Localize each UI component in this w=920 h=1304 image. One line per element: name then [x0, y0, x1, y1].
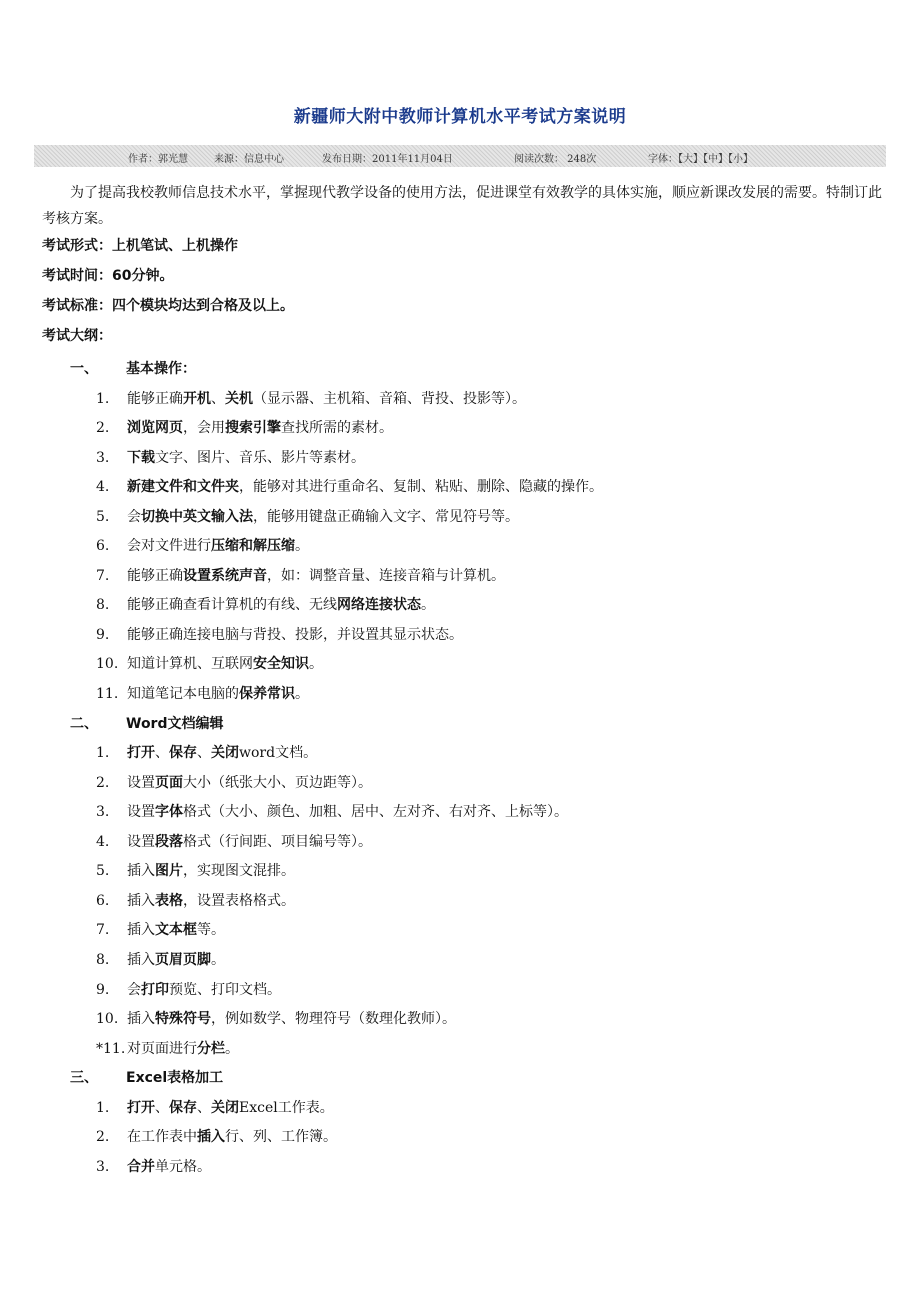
list-item: [96, 1009, 456, 1029]
article-meta-bar: [34, 145, 886, 167]
item-number: 5.: [96, 863, 110, 879]
item-text: 、: [197, 1100, 211, 1116]
list-item: [96, 1098, 334, 1118]
item-number: 2.: [96, 420, 110, 436]
page-title: 新疆师大附中教师计算机水平考试方案说明: [293, 107, 627, 127]
item-keyword: 下载: [127, 450, 155, 466]
item-text: 能够正确连接电脑与背投、投影，并设置其显示状态。: [127, 627, 463, 643]
item-text: 插入: [127, 952, 155, 968]
item-keyword: 保存: [169, 1100, 197, 1116]
list-item: [96, 389, 526, 409]
list-item: [96, 950, 225, 970]
item-text: 文字、图片、音乐、影片等素材。: [155, 450, 365, 466]
item-keyword: 段落: [155, 834, 183, 850]
item-text: Excel工作表。: [239, 1100, 334, 1116]
item-number: 10.: [96, 656, 119, 672]
meta-author: 作者：郭光慧: [128, 154, 188, 165]
list-item: [96, 1039, 239, 1059]
item-number: 8.: [96, 597, 110, 613]
list-item: [96, 684, 309, 704]
list-item: [96, 566, 505, 586]
item-keyword: 文本框: [155, 922, 197, 938]
item-number: 10.: [96, 1011, 119, 1027]
item-text: word文档。: [239, 745, 318, 761]
list-item: [96, 507, 519, 527]
item-number: 7.: [96, 922, 110, 938]
item-keyword: 搜索引擎: [225, 420, 281, 436]
item-number: 9.: [96, 627, 110, 643]
item-number: 3.: [96, 450, 110, 466]
item-text: 查找所需的素材。: [281, 420, 393, 436]
item-number: *11.: [96, 1041, 126, 1057]
item-number: 2.: [96, 775, 110, 791]
item-text: 单元格。: [155, 1159, 211, 1175]
list-item: [96, 536, 309, 556]
item-text: 能够正确: [127, 568, 183, 584]
item-number: 9.: [96, 982, 110, 998]
item-text: 插入: [127, 863, 155, 879]
item-keyword: 图片: [155, 863, 183, 879]
list-item: [96, 654, 323, 674]
section-heading: [70, 359, 196, 379]
item-keyword: 关机: [225, 391, 253, 407]
item-text: 格式（大小、颜色、加粗、居中、左对齐、右对齐、上标等）。: [183, 804, 568, 820]
item-text: 对页面进行: [127, 1041, 197, 1057]
item-number: 2.: [96, 1129, 110, 1145]
item-text: 格式（行间距、项目编号等）。: [183, 834, 372, 850]
item-number: 6.: [96, 538, 110, 554]
list-item: [96, 595, 435, 615]
item-number: 8.: [96, 952, 110, 968]
item-text: 、: [155, 745, 169, 761]
item-number: 7.: [96, 568, 110, 584]
item-number: 1.: [96, 1100, 110, 1116]
item-text: ，能够用键盘正确输入文字、常见符号等。: [253, 509, 519, 525]
item-keyword: 页面: [155, 775, 183, 791]
item-text: 能够正确查看计算机的有线、无线: [127, 597, 337, 613]
item-text: 。: [309, 656, 323, 672]
section-number: 一、: [70, 361, 98, 377]
item-text: ，能够对其进行重命名、复制、粘贴、删除、隐藏的操作。: [239, 479, 603, 495]
item-keyword: 字体: [155, 804, 183, 820]
meta-views: 阅读次数： 248次: [514, 154, 597, 165]
item-keyword: 网络连接状态: [337, 597, 421, 613]
item-text: 、: [155, 1100, 169, 1116]
item-text: ，如：调整音量、连接音箱与计算机。: [267, 568, 505, 584]
item-number: 4.: [96, 834, 110, 850]
item-text: （显示器、主机箱、音箱、背投、投影等）。: [253, 391, 526, 407]
section-heading: [70, 714, 224, 734]
section-number: 二、: [70, 716, 98, 732]
item-text: 。: [295, 686, 309, 702]
item-text: 、: [197, 745, 211, 761]
item-keyword: 页眉页脚: [155, 952, 211, 968]
item-number: 11.: [96, 686, 119, 702]
item-text: 、: [211, 391, 225, 407]
item-text: 设置: [127, 804, 155, 820]
item-text: 等。: [197, 922, 225, 938]
item-keyword: 新建文件和文件夹: [127, 479, 239, 495]
item-number: 4.: [96, 479, 110, 495]
item-keyword: 关闭: [211, 745, 239, 761]
item-keyword: 特殊符号: [155, 1011, 211, 1027]
item-number: 6.: [96, 893, 110, 909]
item-keyword: 安全知识: [253, 656, 309, 672]
item-keyword: 开机: [183, 391, 211, 407]
item-text: 。: [225, 1041, 239, 1057]
item-text: 插入: [127, 893, 155, 909]
exam-outline: 考试大纲：: [42, 328, 112, 344]
list-item: [96, 802, 568, 822]
item-text: 知道笔记本电脑的: [127, 686, 239, 702]
meta-source: 来源：信息中心: [214, 154, 284, 165]
font-medium-link[interactable]: 【中】: [703, 154, 728, 165]
item-text: 在工作表中: [127, 1129, 197, 1145]
item-keyword: 插入: [197, 1129, 225, 1145]
item-keyword: 切换中英文输入法: [141, 509, 253, 525]
item-keyword: 打开: [127, 1100, 155, 1116]
section-heading: [70, 1068, 223, 1088]
list-item: [96, 832, 372, 852]
meta-date: 发布日期：2011年11月04日: [322, 154, 453, 165]
item-text: 插入: [127, 1011, 155, 1027]
item-keyword: 打开: [127, 745, 155, 761]
item-text: 会: [127, 982, 141, 998]
item-keyword: 浏览网页: [127, 420, 183, 436]
item-text: ，例如数学、物理符号（数理化教师）。: [211, 1011, 456, 1027]
list-item: [96, 891, 295, 911]
list-item: [96, 418, 393, 438]
item-keyword: 关闭: [211, 1100, 239, 1116]
intro-paragraph: 为了提高我校教师信息技术水平，掌握现代教学设备的使用方法，促进课堂有效教学的具体实施，顺应新课改发展的需要。特制订此考核方案。: [42, 185, 882, 227]
item-text: 设置: [127, 775, 155, 791]
list-item: [96, 980, 281, 1000]
list-item: [96, 477, 603, 497]
item-keyword: 合并: [127, 1159, 155, 1175]
item-keyword: 保养常识: [239, 686, 295, 702]
item-keyword: 表格: [155, 893, 183, 909]
item-text: 。: [295, 538, 309, 554]
item-keyword: 设置系统声音: [183, 568, 267, 584]
item-number: 3.: [96, 1159, 110, 1175]
item-number: 1.: [96, 745, 110, 761]
item-text: 会: [127, 509, 141, 525]
item-text: ，设置表格格式。: [183, 893, 295, 909]
item-text: 设置: [127, 834, 155, 850]
list-item: [96, 861, 295, 881]
item-number: 3.: [96, 804, 110, 820]
item-text: 行、列、工作簿。: [225, 1129, 337, 1145]
list-item: [96, 1127, 337, 1147]
list-item: [96, 773, 372, 793]
font-size-switcher: [648, 150, 753, 165]
item-keyword: 打印: [141, 982, 169, 998]
item-keyword: 保存: [169, 745, 197, 761]
section-title: Excel表格加工: [126, 1070, 224, 1086]
item-text: 。: [211, 952, 225, 968]
font-large-link[interactable]: 【大】: [678, 154, 703, 165]
item-text: 知道计算机、互联网: [127, 656, 253, 672]
section-title: Word文档编辑: [126, 716, 224, 732]
section-number: 三、: [70, 1070, 98, 1086]
item-text: ，会用: [183, 420, 225, 436]
font-label: 字体：: [648, 154, 678, 165]
item-number: 5.: [96, 509, 110, 525]
item-text: 预览、打印文档。: [169, 982, 281, 998]
item-text: ，实现图文混排。: [183, 863, 295, 879]
font-small-link[interactable]: 【小】: [728, 154, 753, 165]
item-text: 会对文件进行: [127, 538, 211, 554]
item-text: 大小（纸张大小、页边距等）。: [183, 775, 372, 791]
item-number: 1.: [96, 391, 110, 407]
item-text: 。: [421, 597, 435, 613]
item-text: 能够正确: [127, 391, 183, 407]
item-text: 插入: [127, 922, 155, 938]
item-keyword: 压缩和解压缩: [211, 538, 295, 554]
section-title: 基本操作：: [126, 361, 196, 377]
exam-standard: 考试标准：四个模块均达到合格及以上。: [42, 298, 294, 314]
list-item: [96, 1157, 211, 1177]
exam-time: 考试时间：60分钟。: [42, 268, 174, 284]
list-item: [96, 920, 225, 940]
list-item: [96, 743, 317, 763]
item-keyword: 分栏: [197, 1041, 225, 1057]
exam-form: 考试形式：上机笔试、上机操作: [42, 238, 238, 254]
list-item: [96, 448, 365, 468]
list-item: [96, 625, 463, 645]
